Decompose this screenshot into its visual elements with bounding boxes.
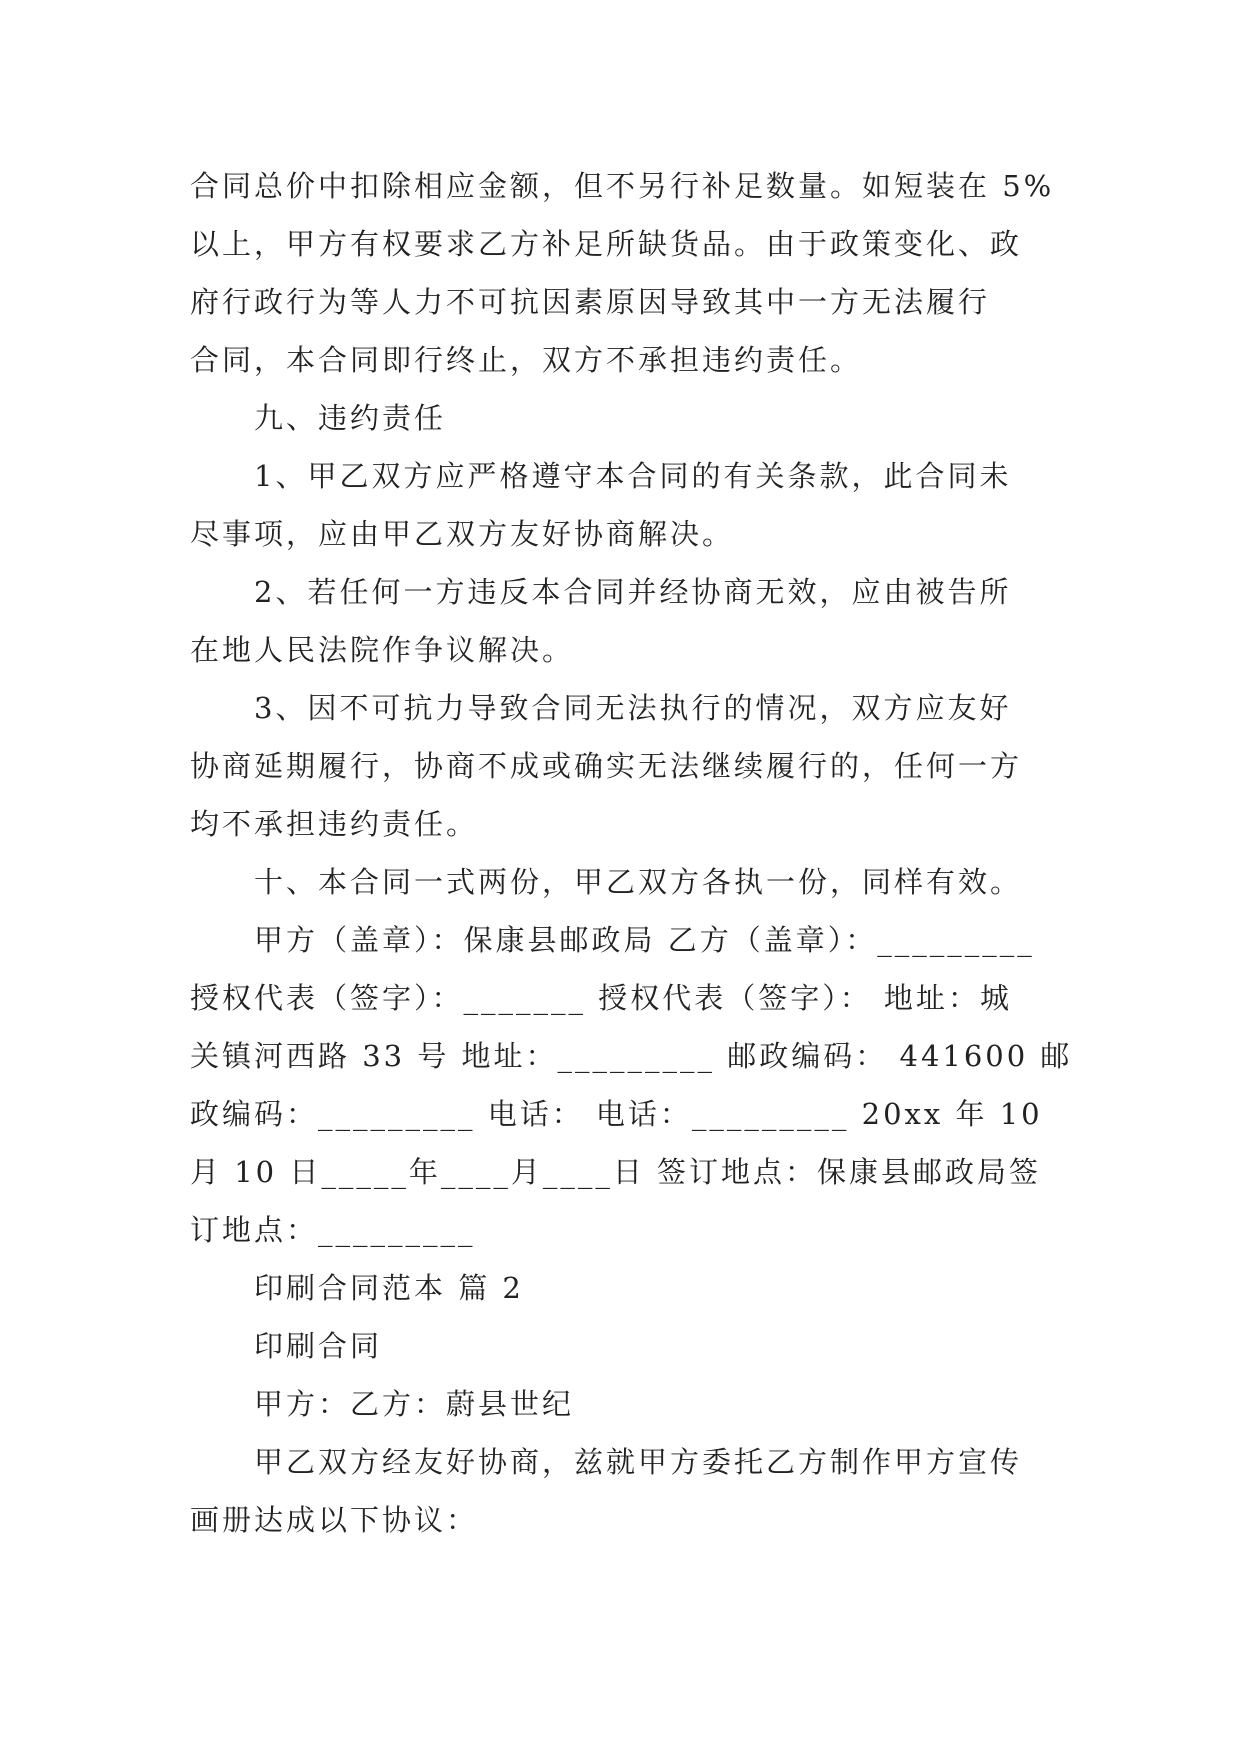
paragraph-contract-price-clause: [190, 157, 1066, 389]
paragraph-clause-3: [190, 679, 1066, 853]
paragraph-clause-1: [190, 447, 1066, 563]
text-line: 以上，甲方有权要求乙方补足所缺货品。由于政策变化、政: [190, 227, 1023, 261]
text-line: 均不承担违约责任。: [190, 807, 479, 841]
text-line: 甲方（盖章）：保康县邮政局 乙方（盖章）：_________: [254, 923, 1035, 957]
text-line: 授权代表（签字）：_______ 授权代表（签字）： 地址：城: [190, 981, 1012, 1015]
heading-template-2: [190, 1259, 1066, 1317]
document-body: [190, 157, 1073, 1549]
text-line: 关镇河西路 33 号 地址：_________ 邮政编码： 441600 邮: [190, 1039, 1073, 1073]
heading-printing-contract: [190, 1317, 1066, 1375]
text-line: 印刷合同: [254, 1329, 383, 1363]
paragraph-signature-block: [190, 911, 1073, 1259]
paragraph-agreement-intro: [190, 1433, 1066, 1549]
text-line: 1、甲乙双方应严格遵守本合同的有关条款，此合同未: [254, 459, 1012, 493]
text-line: 甲乙双方经友好协商，兹就甲方委托乙方制作甲方宣传: [254, 1445, 1023, 1479]
text-line: 3、因不可抗力导致合同无法执行的情况，双方应友好: [254, 691, 1012, 725]
text-line: 印刷合同范本 篇 2: [254, 1271, 524, 1305]
text-line: 2、若任何一方违反本合同并经协商无效，应由被告所: [254, 575, 1012, 609]
text-line: 月 10 日_____年____月____日 签订地点：保康县邮政局签: [190, 1155, 1042, 1189]
text-line: 订地点：_________: [190, 1213, 476, 1247]
section-heading-breach-liability: [190, 389, 1066, 447]
text-line: 在地人民法院作争议解决。: [190, 633, 575, 667]
text-line: 甲方：乙方：蔚县世纪: [254, 1387, 575, 1421]
text-line: 府行政行为等人力不可抗因素原因导致其中一方无法履行: [190, 285, 991, 319]
text-line: 尽事项，应由甲乙双方友好协商解决。: [190, 517, 735, 551]
text-line: 合同，本合同即行终止，双方不承担违约责任。: [190, 343, 863, 377]
text-line: 合同总价中扣除相应金额，但不另行补足数量。如短装在 5%: [190, 169, 1055, 203]
paragraph-clause-2: [190, 563, 1066, 679]
text-line: 十、本合同一式两份，甲乙双方各执一份，同样有效。: [254, 865, 1023, 899]
paragraph-copies-clause: [190, 853, 1066, 911]
paragraph-parties: [190, 1375, 1066, 1433]
text-line: 画册达成以下协议：: [190, 1503, 479, 1537]
text-line: 九、违约责任: [254, 401, 447, 435]
text-line: 协商延期履行，协商不成或确实无法继续履行的，任何一方: [190, 749, 1023, 783]
text-line: 政编码：_________ 电话： 电话：_________ 20xx 年 10: [190, 1097, 1043, 1131]
